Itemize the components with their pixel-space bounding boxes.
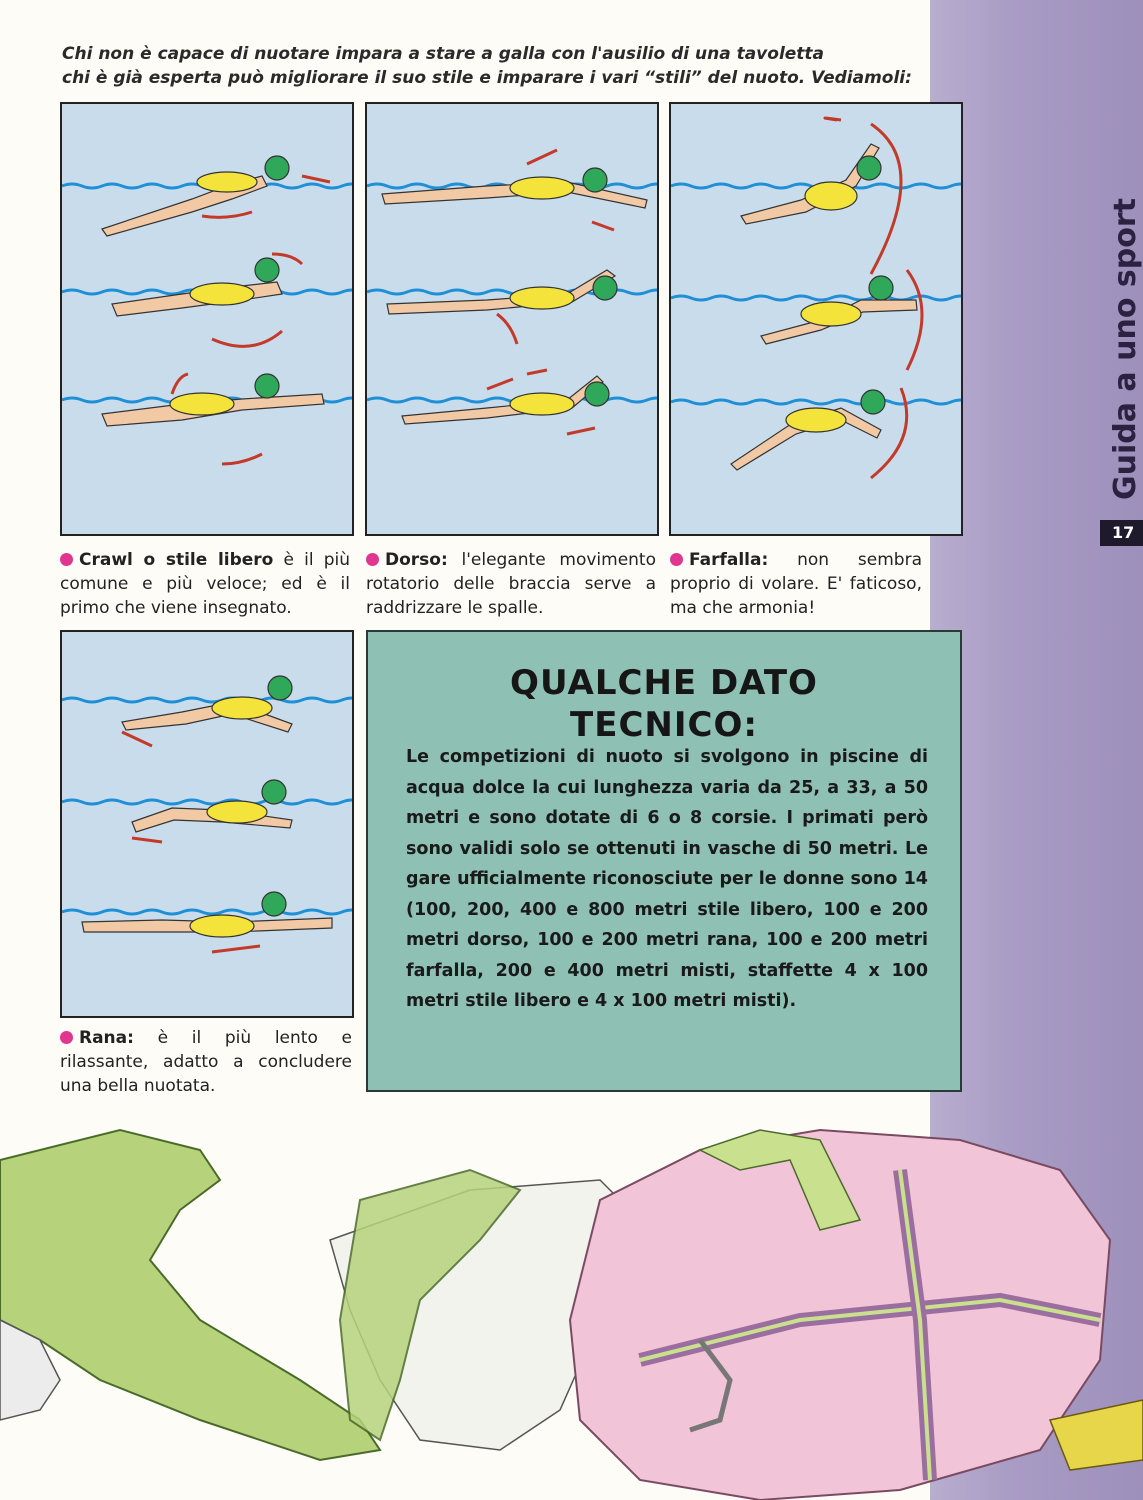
stroke-text: l'elegante movimento rotatorio delle braccia serve a raddrizzare le spalle. — [366, 550, 656, 618]
farfalla-drawing — [671, 104, 961, 534]
stroke-name: Rana: — [79, 1028, 134, 1048]
stroke-text: non sembra proprio di volare. E' faticoso, ma che armonia! — [670, 550, 922, 618]
illustration-rana — [60, 630, 354, 1018]
illustration-farfalla — [669, 102, 963, 536]
bullet-dot — [60, 1031, 73, 1044]
stroke-name: Dorso: — [385, 550, 448, 570]
bullet-dot — [366, 553, 379, 566]
bullet-dot — [60, 553, 73, 566]
info-body: Le competizioni di nuoto si svolgono in piscine di acqua dolce la cui lunghezza varia da 25, a 33, a 50 metri e sono dotate di 6 o 8 corsie. I primati però sono validi solo se ottenuti in vasche di 50 metri. Le gare ufficialmente riconosciute per le donne sono 14 (100, 200, 400 e 800 metri stile libero, 100 e 200 metri dorso, 100 e 200 metri rana, 100 e 200 metri farfalla, 200 e 400 metri misti, staffette 4 x 100 metri stile libero e 4 x 100 metri misti). — [406, 747, 928, 1011]
info-title — [368, 662, 960, 746]
intro-text — [62, 42, 922, 90]
crawl-drawing — [62, 104, 352, 534]
spine-title: Guida a uno sport — [1108, 198, 1143, 500]
info-title-line-1: QUALCHE DATO — [510, 663, 818, 703]
caption-farfalla — [670, 548, 922, 620]
bullet-dot — [670, 553, 683, 566]
swim-bag-illustration — [0, 1120, 1143, 1500]
stroke-text: è il più comune e più veloce; ed è il primo che viene insegnato. — [60, 550, 350, 618]
caption-rana — [60, 1026, 352, 1098]
intro-line-2: chi è già esperta può migliorare il suo stile e imparare i vari “stili” del nuoto. Vediamoli: — [62, 68, 912, 88]
page-number: 17 — [1100, 520, 1143, 546]
stroke-name: Farfalla: — [689, 550, 769, 570]
caption-crawl — [60, 548, 350, 620]
stroke-name: Crawl o stile libero — [79, 550, 274, 570]
illustration-dorso — [365, 102, 659, 536]
info-title-line-2: TECNICO: — [570, 705, 758, 745]
technical-data-box — [366, 630, 962, 1092]
stroke-text: è il più lento e rilassante, adatto a concludere una bella nuotata. — [60, 1028, 352, 1096]
dorso-drawing — [367, 104, 657, 534]
intro-line-1: Chi non è capace di nuotare impara a stare a galla con l'ausilio di una tavoletta — [62, 44, 825, 64]
caption-dorso — [366, 548, 656, 620]
illustration-crawl — [60, 102, 354, 536]
rana-drawing — [62, 632, 352, 1016]
